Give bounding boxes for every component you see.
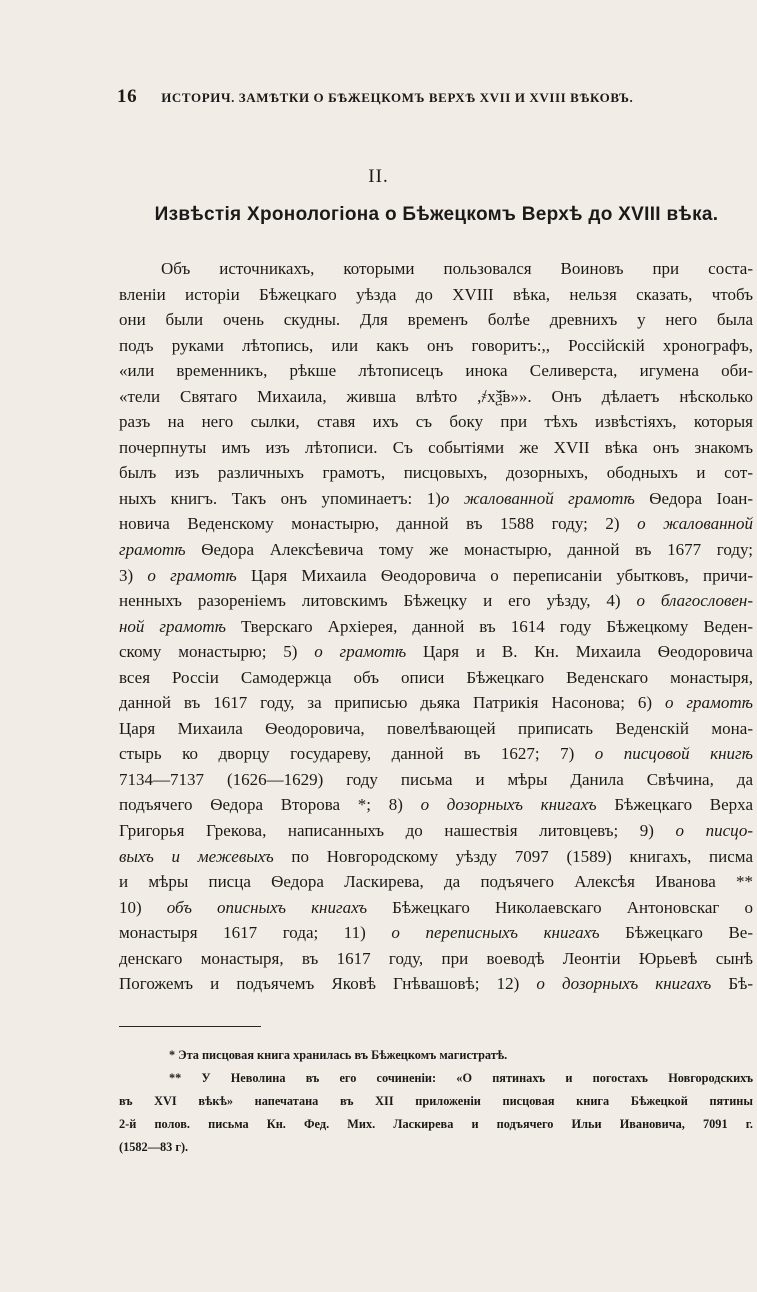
- italic-title: о грамотѣ: [314, 642, 407, 662]
- text-segment: Погожемъ и подъячемъ Яковѣ Гнѣвашовѣ; 12): [119, 974, 537, 994]
- footnote-1: * Эта писцовая книга хранилась въ Бѣжецкомъ магистратѣ.: [169, 1048, 508, 1062]
- italic-title: о дозорныхъ книгахъ: [420, 795, 597, 815]
- italic-title: о жалованной грамотѣ: [440, 488, 635, 508]
- text-line: [119, 844, 753, 870]
- running-head: [117, 86, 753, 108]
- italic-title: объ описныхъ книгахъ: [166, 897, 368, 917]
- text-line: [119, 741, 753, 767]
- text-segment: Ѳедора Алексѣевича тому же монастырю, данной въ 1677 году;: [185, 540, 753, 560]
- text-line: [119, 563, 753, 589]
- italic-title: о писцовой книгѣ: [594, 744, 753, 764]
- italic-title: о грамотѣ: [664, 693, 753, 713]
- text-segment: почерпнуты имъ изъ лѣтописи. Съ событіями же XVII вѣка онъ знакомъ: [119, 437, 753, 457]
- text-line: [119, 282, 753, 308]
- text-segment: стырь ко дворцу государеву, данной въ 1627; 7): [119, 744, 595, 764]
- text-segment: и мѣры писца Ѳедора Ласкирева, да подъячего Алексѣя Иванова **: [119, 872, 753, 892]
- text-segment: данной въ 1617 году, за приписью дьяка Патрикія Насонова; 6): [119, 693, 665, 713]
- text-line: [119, 792, 753, 818]
- text-segment: Бѣжецкаго Ве-: [599, 923, 753, 943]
- text-segment: былъ изъ различныхъ грамотъ, писцовыхъ, дозорныхъ, ободныхъ и сот-: [119, 463, 753, 483]
- text-segment: Объ источникахъ, которыми пользовался Воиновъ при соста-: [161, 259, 753, 278]
- italic-title: о благословен-: [636, 591, 753, 611]
- text-line: [119, 588, 753, 614]
- text-line: [119, 256, 753, 282]
- text-segment: Тверскаго Архіерея, данной въ 1614 году Бѣжецкому Веден-: [226, 616, 753, 636]
- section-number: II.: [368, 166, 389, 187]
- text-line: [119, 946, 753, 972]
- text-segment: 10): [119, 897, 167, 917]
- text-line: [119, 358, 753, 384]
- text-segment: Григорья Грекова, написанныхъ до нашествія литовцевъ; 9): [119, 821, 676, 841]
- text-line: [119, 639, 753, 665]
- italic-title: о писцо-: [675, 821, 753, 841]
- text-line: [119, 971, 753, 997]
- footnotes: [119, 1044, 753, 1159]
- text-segment: Бѣжецкаго Николаевскаго Антоновскаг о: [367, 897, 753, 917]
- text-segment: Бѣжецкаго Верха: [596, 795, 753, 815]
- footnote-2: ** У Неволина въ его сочиненіи: «О пятинахъ и погостахъ Новгородскихъ: [169, 1071, 753, 1085]
- text-segment: подъ руками лѣтопись, или какъ онъ говоритъ:,, Россійскій хронографъ,: [119, 335, 753, 355]
- text-segment: Царя Михаила Ѳеодоровича, повелѣвающей приписать Веденскій мона-: [119, 718, 753, 738]
- text-segment: 7134—7137 (1626—1629) году письма и мѣры Данила Свѣчина, да: [119, 769, 753, 789]
- footnote-2-cont: въ XVI вѣкѣ» напечатана въ XII приложеніи писцовая книга Бѣжецкой пятины: [119, 1094, 753, 1108]
- text-line: [119, 307, 753, 333]
- text-segment: вленіи исторіи Бѣжецкаго уѣзда до XVIII вѣка, нельзя сказать, чтобъ: [119, 284, 753, 304]
- italic-title: о грамотѣ: [147, 565, 237, 585]
- text-line: [119, 716, 753, 742]
- text-line: [119, 614, 753, 640]
- text-segment: «или временникъ, рѣкше лѣтописецъ инока Селиверста, игумена оби-: [119, 361, 753, 381]
- text-segment: «тели Святаго Михаила, живша влѣто ,҂хѯ҃в»». Онъ дѣлаетъ нѣсколько: [119, 386, 753, 406]
- text-line: [119, 537, 753, 563]
- text-segment: монастыря 1617 года; 11): [119, 923, 392, 943]
- italic-title: ной грамотѣ: [119, 616, 227, 636]
- page-number: 16: [117, 86, 138, 107]
- italic-title: о жалованной: [637, 514, 753, 534]
- text-line: [119, 435, 753, 461]
- text-line: [119, 818, 753, 844]
- text-segment: Царя Михаила Ѳеодоровича о переписаніи убытковъ, причи-: [236, 565, 753, 585]
- text-line: [119, 384, 753, 410]
- text-segment: 3): [119, 565, 148, 585]
- text-line: [119, 333, 753, 359]
- text-line: [119, 920, 753, 946]
- footnote-divider: [119, 1026, 261, 1027]
- text-line: [119, 486, 753, 512]
- text-segment: Царя и В. Кн. Михаила Ѳеодоровича: [406, 642, 753, 662]
- text-segment: разъ на него сылки, ставя ихъ съ боку при тѣхъ извѣстіяхъ, которыя: [119, 412, 753, 432]
- text-segment: всея Россіи Самодержца объ описи Бѣжецкаго Веденскаго монастыря,: [119, 667, 753, 687]
- text-segment: подъячего Ѳедора Второва *; 8): [119, 795, 421, 815]
- body-text: [119, 256, 753, 997]
- text-segment: Бѣ-: [711, 974, 753, 994]
- text-line: [119, 869, 753, 895]
- text-line: [119, 690, 753, 716]
- text-segment: по Новгородскому уѣзду 7097 (1589) книгахъ, писма: [273, 846, 753, 866]
- text-segment: Ѳедора Іоан-: [634, 488, 753, 508]
- italic-title: выхъ и межевыхъ: [119, 846, 274, 866]
- text-segment: ныхъ книгъ. Такъ онъ упоминаетъ: 1): [119, 488, 441, 508]
- text-line: [119, 511, 753, 537]
- italic-title: грамотѣ: [119, 540, 186, 560]
- text-segment: скому монастырю; 5): [119, 642, 315, 662]
- section-heading: Извѣстія Хронологіона о Бѣжецкомъ Верхѣ до XVIII вѣка.: [154, 204, 719, 225]
- text-line: [119, 409, 753, 435]
- running-title: ИСТОРИЧ. ЗАМѢТКИ О БѢЖЕЦКОМЪ ВЕРХѢ XVII И XVIII ВѢКОВЪ.: [161, 90, 634, 105]
- text-segment: ненныхъ разореніемъ литовскимъ Бѣжецку и его уѣзду, 4): [119, 591, 637, 611]
- text-segment: они были очень скудны. Для временъ болѣе древнихъ у него была: [119, 310, 753, 330]
- text-line: [119, 767, 753, 793]
- italic-title: о дозорныхъ книгахъ: [536, 974, 712, 994]
- italic-title: о переписныхъ книгахъ: [391, 923, 600, 943]
- footnote-2-cont: 2-й полов. письма Кн. Фед. Мих. Ласкирева и подъячего Ильи Ивановича, 7091 г.: [119, 1117, 753, 1131]
- text-segment: денскаго монастыря, въ 1617 году, при воеводѣ Леонтіи Юрьевѣ сынѣ: [119, 948, 753, 968]
- text-line: [119, 665, 753, 691]
- text-segment: новича Веденскому монастырю, данной въ 1588 году; 2): [119, 514, 638, 534]
- footnote-2-cont: (1582—83 г).: [119, 1140, 189, 1154]
- text-line: [119, 895, 753, 921]
- text-line: [119, 460, 753, 486]
